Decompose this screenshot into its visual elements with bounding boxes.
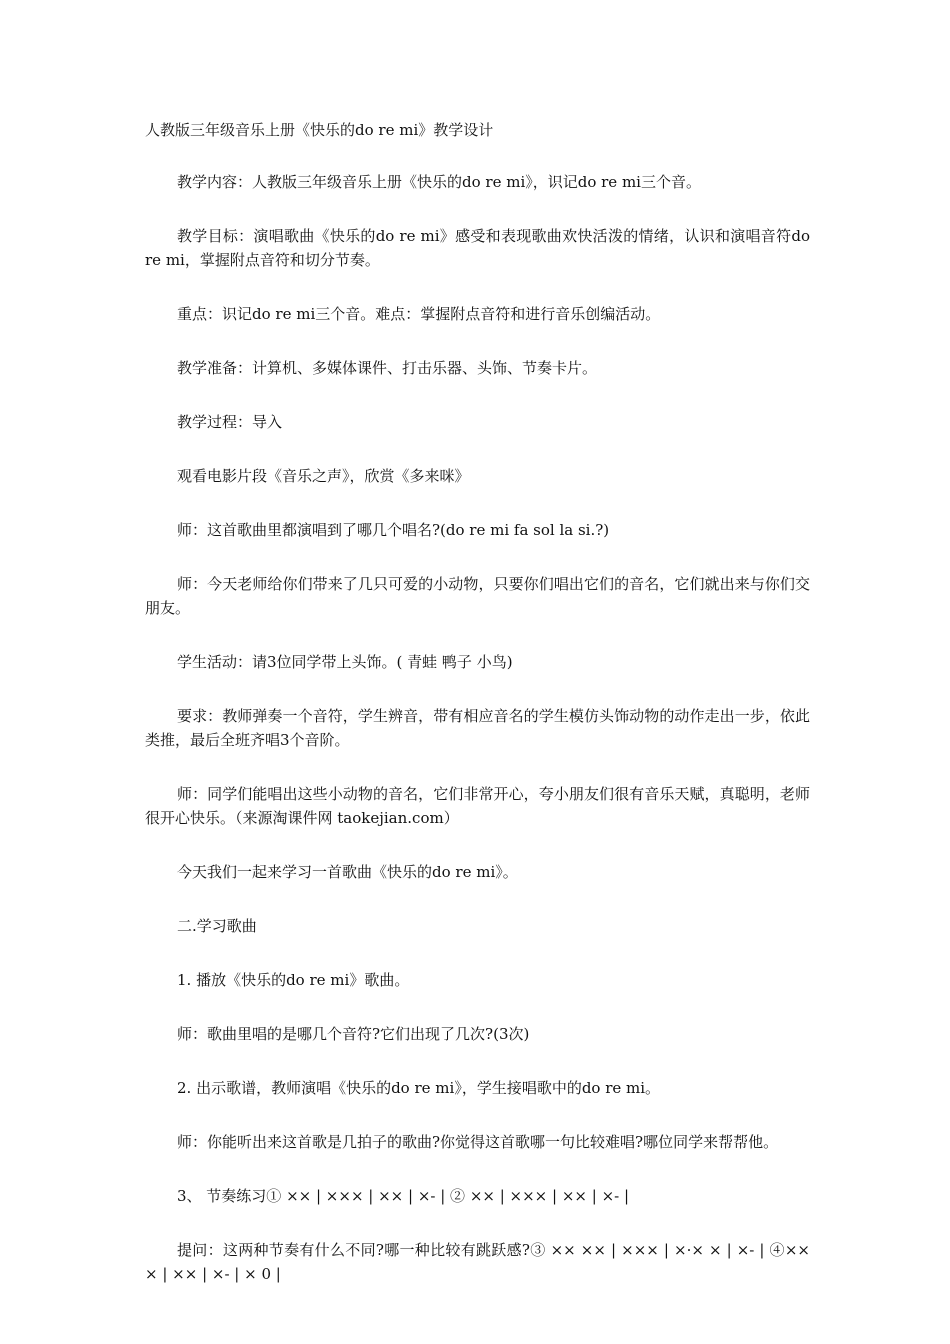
paragraph-key-points: 重点：识记do re mi三个音。难点：掌握附点音符和进行音乐创编活动。: [177, 305, 661, 323]
paragraph-rhythm-question: 提问：这两种节奏有什么不同?哪一种比较有跳跃感?③ ×× ×× | ××× | ×·× × | ×- | ④××× | ×× | ×- | × 0 |: [145, 1241, 810, 1283]
paragraph-step-2: 2. 出示歌谱，教师演唱《快乐的do re mi》，学生接唱歌中的do re mi。: [177, 1079, 661, 1097]
paragraph-teacher-question-1: 师：这首歌曲里都演唱到了哪几个唱名?(do re mi fa sol la si.?): [177, 521, 610, 539]
document-body: [145, 118, 810, 1316]
paragraph-today-learn: 今天我们一起来学习一首歌曲《快乐的do re mi》。: [177, 863, 518, 881]
paragraph-teacher-animals: 师：今天老师给你们带来了几只可爱的小动物，只要你们唱出它们的音名，它们就出来与你们交朋友。: [145, 575, 810, 617]
paragraph-step-1: 1. 播放《快乐的do re mi》歌曲。: [177, 971, 410, 989]
paragraph-student-activity: 学生活动：请3位同学带上头饰。( 青蛙 鸭子 小鸟): [177, 653, 513, 671]
paragraph-watch-film: 观看电影片段《音乐之声》，欣赏《多来咪》: [177, 467, 470, 485]
paragraph-rhythm-practice: 3、 节奏练习① ×× | ××× | ×× | ×- | ② ×× | ××× | ×× | ×- |: [177, 1187, 630, 1205]
paragraph-teacher-praise: 师：同学们能唱出这些小动物的音名，它们非常开心，夸小朋友们很有音乐天赋，真聪明，老师很开心快乐。（来源淘课件网 taokejian.com）: [145, 785, 810, 827]
paragraph-process-intro: 教学过程：导入: [177, 413, 283, 431]
paragraph-teacher-question-3: 师：你能听出来这首歌是几拍子的歌曲?你觉得这首歌哪一句比较难唱?哪位同学来帮帮他。: [177, 1133, 779, 1151]
paragraph-preparation: 教学准备：计算机、多媒体课件、打击乐器、头饰、节奏卡片。: [177, 359, 598, 377]
paragraph-teacher-question-2: 师：歌曲里唱的是哪几个音符?它们出现了几次?(3次): [177, 1025, 530, 1043]
paragraph-teaching-content: 教学内容：人教版三年级音乐上册《快乐的do re mi》，识记do re mi三个音。: [177, 173, 701, 191]
paragraph-requirement: 要求：教师弹奏一个音符，学生辨音，带有相应音名的学生模仿头饰动物的动作走出一步，依此类推，最后全班齐唱3个音阶。: [145, 707, 810, 749]
document-title: 人教版三年级音乐上册《快乐的do re mi》教学设计: [145, 121, 494, 139]
paragraph-teaching-goal: 教学目标：演唱歌曲《快乐的do re mi》感受和表现歌曲欢快活泼的情绪，认识和演唱音符do re mi，掌握附点音符和切分节奏。: [145, 227, 810, 269]
section-heading-learn-song: 二.学习歌曲: [177, 917, 257, 935]
